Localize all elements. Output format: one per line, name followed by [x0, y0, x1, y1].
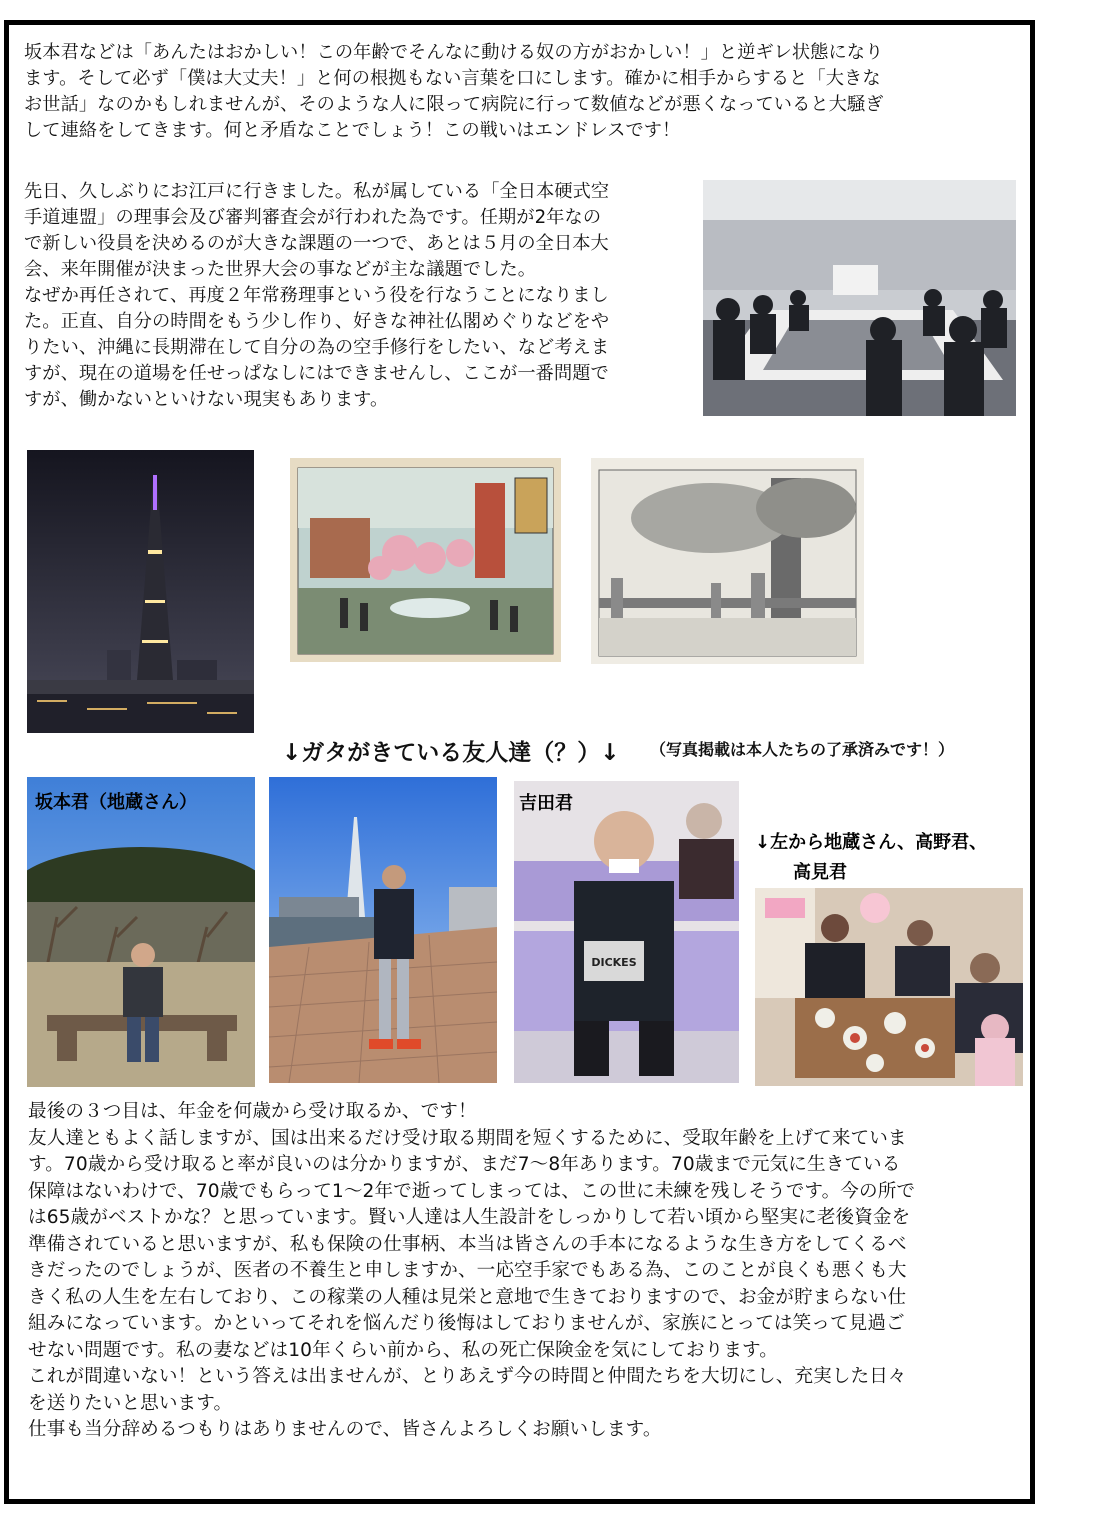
text-line: して連絡をしてきます。何と矛盾なことでしょう！この戦いはエンドレスです！: [24, 120, 681, 141]
text-line: お世話」なのかもしれませんが、そのような人に限って病院に行って数値などが悪くなっていると大騒ぎ: [24, 94, 884, 115]
text-line: せない問題です。私の妻などは10年くらい前から、私の死亡保険金を気にしております。: [28, 1339, 778, 1361]
paragraph-pension: [28, 1099, 915, 1444]
jacket-text: DICKES: [591, 956, 637, 969]
text-line: 友人達ともよく話しますが、国は出来るだけ受け取る期間を短くするために、受取年齢を上げて来ていま: [28, 1127, 907, 1149]
group-caption-line2: 高見君: [793, 862, 847, 883]
text-line: 準備されていると思いますが、私も保険の仕事柄、本当は皆さんの手本になるような生き方をしてくるべ: [28, 1233, 907, 1255]
meeting-room-photo: [703, 180, 1016, 416]
yoshida-photo: [514, 781, 739, 1083]
text-line: すが、現在の道場を任せっぱなしにはできませんし、ここが一番問題で: [24, 363, 609, 384]
sakamoto-bench-photo: [27, 777, 255, 1087]
text-line: りたい、沖縄に長期滞在して自分の為の空手修行をしたい、など考えま: [24, 337, 610, 358]
text-line: 会、来年開催が決まった世界大会の事などが主な議題でした。: [24, 259, 537, 280]
text-line: なぜか再任されて、再度２年常務理事という役を行なうことになりまし: [24, 285, 609, 306]
text-line: は65歳がベストかな？と思っています。賢い人達は人生設計をしっかりして若い頃から堅実に老後資金を: [28, 1207, 911, 1228]
text-line: 最後の３つ目は、年金を何歳から受け取るか、です！: [28, 1101, 477, 1122]
group-caption-line1: ↓左から地蔵さん、高野君、: [755, 832, 988, 853]
monochrome-woodblock-print: [591, 458, 864, 664]
sakamoto-caption: 坂本君（地蔵さん）: [35, 792, 197, 813]
text-line: ます。そして必ず「僕は大丈夫！」と何の根拠もない言葉を口にします。確かに相手からすると「大きな: [24, 68, 881, 89]
skytree-night-photo: [27, 450, 254, 733]
text-line: 保障はないわけで、70歳でもらって1～2年で逝ってしまっては、この世に未練を残しそうです。今の所で: [28, 1180, 916, 1202]
text-line: た。正直、自分の時間をもう少し作り、好きな神社仏閣めぐりなどをや: [24, 311, 610, 332]
text-line: 仕事も当分辞めるつもりはありませんので、皆さんよろしくお願いします。: [28, 1419, 662, 1440]
text-line: 組みになっています。かといってそれを悩んだり後悔はしておりませんが、家族にとっては笑って見過ご: [28, 1313, 905, 1334]
text-line: を送りたいと思います。: [28, 1392, 233, 1414]
paragraph-intro: [24, 40, 884, 144]
text-line: きだったのでしょうが、医者の不養生と申しますか、一応空手家でもある為、このことが良くも悪くも大: [28, 1260, 907, 1281]
consent-note: （写真掲載は本人たちの了承済みです！）: [650, 740, 955, 759]
text-line: これが間違いない！という答えは出ませんが、とりあえず今の時間と仲間たちを大切にし、充実した日々: [28, 1366, 907, 1387]
text-line: で新しい役員を決めるのが大きな課題の一つで、あとは５月の全日本大: [24, 233, 609, 254]
riverside-friend-photo: [269, 777, 497, 1083]
text-line: きく私の人生を左右しており、この稼業の人種は見栄と意地で生きておりますので、お金が貯まらない仕: [28, 1286, 907, 1308]
yoshida-caption: 吉田君: [519, 793, 573, 814]
friends-heading: ↓ガタがきている友人達（？）↓: [282, 740, 620, 766]
text-line: す。70歳から受け取ると率が良いのは分かりますが、まだ7～8年あります。70歳まで元気に生きている: [28, 1154, 901, 1175]
text-line: すが、働かないといけない現実もあります。: [24, 389, 389, 410]
group-dinner-photo: [755, 888, 1023, 1086]
color-woodblock-print: [290, 458, 561, 662]
text-line: 坂本君などは「あんたはおかしい！この年齢でそんなに動ける奴の方がおかしい！」と逆ギレ状態になり: [24, 42, 884, 63]
text-line: 先日、久しぶりにお江戸に行きました。私が属している「全日本硬式空: [24, 181, 610, 202]
paragraph-tokyo-trip: [24, 179, 609, 413]
text-line: 手道連盟」の理事会及び審判審査会が行われた為です。任期が2年なの: [24, 207, 602, 228]
